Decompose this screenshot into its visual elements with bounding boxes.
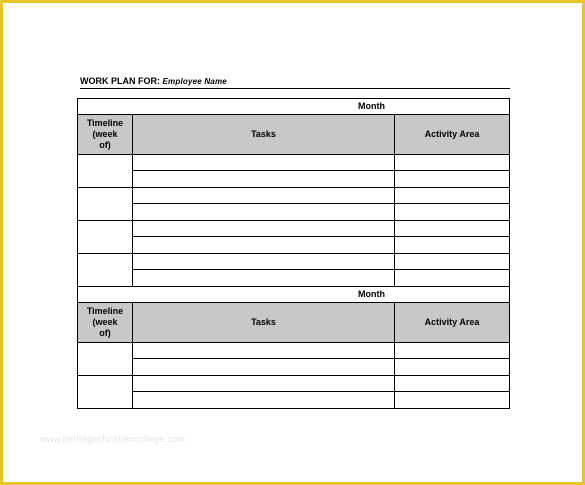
activity-area-cell[interactable] — [395, 359, 509, 375]
task-cell[interactable] — [133, 392, 395, 408]
table-row — [133, 343, 509, 359]
month-label: Month — [358, 289, 385, 299]
work-plan-label: WORK PLAN FOR: — [80, 76, 160, 86]
table-row — [133, 270, 509, 286]
table-row — [133, 254, 509, 270]
task-cell[interactable] — [133, 188, 395, 203]
task-cell[interactable] — [133, 270, 395, 286]
timeline-group — [78, 343, 509, 376]
table-row — [133, 171, 509, 187]
timeline-cell[interactable] — [78, 188, 133, 220]
timeline-header — [78, 115, 133, 154]
activity-area-cell[interactable] — [395, 221, 509, 236]
month-label: Month — [358, 101, 385, 111]
timeline-group — [78, 188, 509, 221]
timeline-cell[interactable] — [78, 221, 133, 253]
activity-area-cell[interactable] — [395, 392, 509, 408]
task-cell[interactable] — [133, 237, 395, 253]
work-plan-header — [80, 76, 510, 88]
activity-area-header: Activity Area — [424, 129, 480, 139]
activity-area-cell[interactable] — [395, 343, 509, 358]
table-row — [133, 376, 509, 392]
timeline-cell[interactable] — [78, 376, 133, 409]
task-cell[interactable] — [133, 221, 395, 236]
task-cell[interactable] — [133, 343, 395, 358]
work-plan-table — [77, 98, 510, 409]
activity-area-cell[interactable] — [395, 204, 509, 220]
timeline-cell[interactable] — [78, 254, 133, 286]
tasks-header: Tasks — [133, 115, 395, 154]
watermark: www.heritagechristiancollege.com — [40, 434, 186, 444]
activity-area-cell[interactable] — [395, 254, 509, 269]
timeline-header — [78, 303, 133, 342]
timeline-group — [78, 155, 509, 188]
tasks-header: Tasks — [133, 303, 395, 342]
table-row — [133, 392, 509, 408]
activity-area-cell[interactable] — [395, 171, 509, 187]
task-cell[interactable] — [133, 204, 395, 220]
header-rule — [80, 88, 510, 89]
table-row — [133, 359, 509, 375]
employee-name-field[interactable]: Employee Name — [162, 77, 227, 86]
activity-area-cell[interactable] — [395, 376, 509, 391]
month-row — [78, 99, 509, 115]
timeline-header-text: Timeline (week of) — [86, 306, 124, 338]
activity-area-cell[interactable] — [395, 237, 509, 253]
table-row — [133, 204, 509, 220]
timeline-group — [78, 376, 509, 409]
task-cell[interactable] — [133, 254, 395, 269]
month-row — [78, 287, 509, 303]
timeline-group — [78, 254, 509, 287]
timeline-group — [78, 221, 509, 254]
activity-area-header: Activity Area — [424, 317, 480, 327]
timeline-cell[interactable] — [78, 155, 133, 187]
table-row — [133, 188, 509, 204]
task-cell[interactable] — [133, 155, 395, 170]
activity-area-cell[interactable] — [395, 270, 509, 286]
task-cell[interactable] — [133, 359, 395, 375]
table-header-row — [78, 115, 509, 155]
task-cell[interactable] — [133, 376, 395, 391]
table-row — [133, 221, 509, 237]
table-header-row — [78, 303, 509, 343]
table-row — [133, 237, 509, 253]
activity-area-cell[interactable] — [395, 188, 509, 203]
task-cell[interactable] — [133, 171, 395, 187]
table-row — [133, 155, 509, 171]
timeline-header-text: Timeline (week of) — [86, 118, 124, 150]
activity-area-cell[interactable] — [395, 155, 509, 170]
timeline-cell[interactable] — [78, 343, 133, 375]
